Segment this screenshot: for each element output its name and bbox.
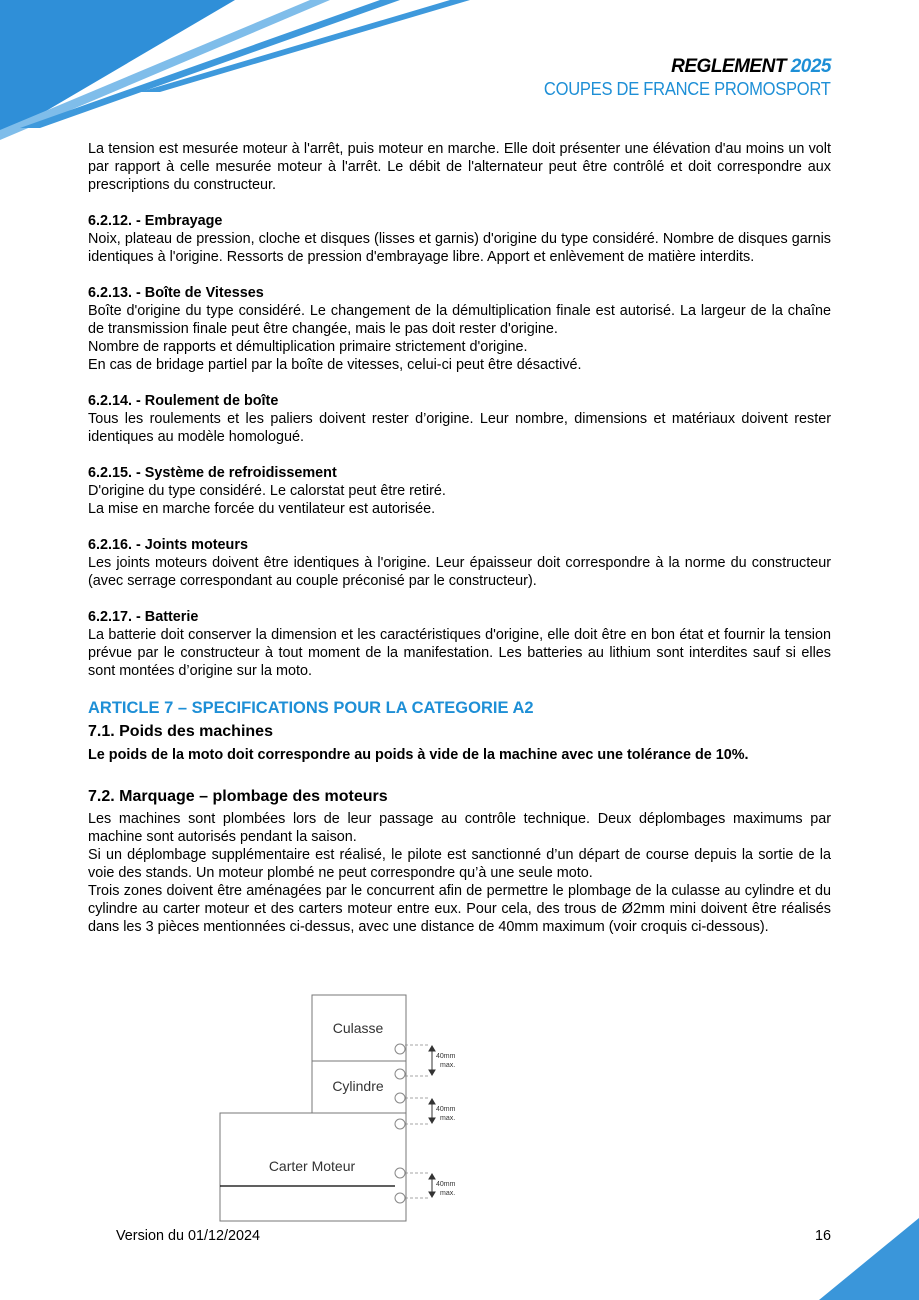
section-roulement-boite <box>88 392 831 446</box>
dimension-label: max. <box>440 1115 456 1122</box>
cylindre-label: Cylindre <box>332 1078 384 1094</box>
section-paragraph: En cas de bridage partiel par la boîte de vitesses, celui-ci peut être désactivé. <box>88 357 582 373</box>
section-joints-moteurs <box>88 536 831 590</box>
section-boite-vitesses <box>88 284 831 374</box>
seal-hole <box>395 1119 405 1129</box>
sealing-diagram <box>210 990 480 1225</box>
section-title: 6.2.17. - Batterie <box>88 609 199 625</box>
document-body <box>88 140 831 936</box>
section-title: 6.2.16. - Joints moteurs <box>88 537 248 553</box>
seal-hole <box>395 1193 405 1203</box>
section-paragraph: D'origine du type considéré. Le calorstat peut être retiré. <box>88 483 446 499</box>
seal-hole <box>395 1069 405 1079</box>
section-title: 6.2.15. - Système de refroidissement <box>88 465 337 481</box>
carter-label: Carter Moteur <box>268 1158 356 1174</box>
dimension-label: 40mm <box>436 1106 456 1113</box>
section-title: 6.2.13. - Boîte de Vitesses <box>88 285 264 301</box>
article-7-1-text: Le poids de la moto doit correspondre au poids à vide de la machine avec une tolérance de 10%. <box>88 747 749 763</box>
article-7-2-paragraph: Si un déplombage supplémentaire est réalisé, le pilote est sanctionné d’un départ de course depuis la sortie de la voie des stands. Un moteur plombé ne peut correspondre qu’à une seule moto. <box>88 847 831 881</box>
header-subtitle: COUPES DE FRANCE PROMOSPORT <box>544 79 831 99</box>
footer-version: Version du 01/12/2024 <box>116 1228 261 1244</box>
section-refroidissement <box>88 464 831 518</box>
section-paragraph: Boîte d'origine du type considéré. Le changement de la démultiplication finale est autorisé. La largeur de la chaîne de transmission finale peut être changée, mais le pas doit rester d'origine. <box>88 303 831 337</box>
section-paragraph: La mise en marche forcée du ventilateur est autorisée. <box>88 501 436 517</box>
dimension-label: max. <box>440 1190 456 1197</box>
article-7-2-paragraph: Trois zones doivent être aménagées par le concurrent afin de permettre le plombage de la culasse au cylindre et du cylindre au carter moteur et des carters moteur entre eux. Pour cela, des trous de Ø2mm mini doivent être réalisés dans les 3 pièces mentionnées ci-dessus, avec une distance de 40mm maximum (voir croquis ci-dessous). <box>88 883 831 935</box>
article-7-1-title: 7.1. Poids des machines <box>88 723 273 740</box>
intro-paragraph: La tension est mesurée moteur à l'arrêt, puis moteur en marche. Elle doit présenter une élévation d'au moins un volt par rapport à celle mesurée moteur à l'arrêt. Le débit de l'alternateur peut être contrôlé et doit correspondre aux prescriptions du constructeur. <box>88 141 831 193</box>
section-title: 6.2.14. - Roulement de boîte <box>88 393 279 409</box>
seal-hole <box>395 1044 405 1054</box>
header-title <box>519 56 831 78</box>
section-batterie <box>88 608 831 680</box>
article-7-2-paragraph: Les machines sont plombées lors de leur passage au contrôle technique. Deux déplombages maximums par machine sont autorisés pendant la saison. <box>88 811 831 845</box>
section-title: 6.2.12. - Embrayage <box>88 213 223 229</box>
dimension-label: 40mm <box>436 1181 456 1188</box>
dimension-label: 40mm <box>436 1053 456 1060</box>
footer-corner-decoration <box>819 1218 919 1300</box>
section-paragraph: Les joints moteurs doivent être identiques à l'origine. Leur épaisseur doit correspondre à la norme du constructeur (avec serrage correspondant au couple préconisé par le constructeur). <box>88 555 831 589</box>
section-paragraph: La batterie doit conserver la dimension et les caractéristiques d'origine, elle doit être en bon état et fournir la tension prévue par le constructeur à tout moment de la manifestation. Les batteries au lithium sont interdites sauf si elles sont montées d’origine sur la moto. <box>88 627 831 679</box>
article-7-2-title: 7.2. Marquage – plombage des moteurs <box>88 788 388 805</box>
section-embrayage <box>88 212 831 266</box>
page-header <box>519 56 831 100</box>
header-stripes-decoration <box>0 0 480 145</box>
header-title-word: REGLEMENT <box>671 56 786 77</box>
culasse-label: Culasse <box>332 1020 384 1036</box>
footer-page-number: 16 <box>814 1228 831 1244</box>
header-title-year: 2025 <box>790 56 831 77</box>
section-paragraph: Nombre de rapports et démultiplication primaire strictement d'origine. <box>88 339 528 355</box>
seal-hole <box>395 1093 405 1103</box>
article-7-title: ARTICLE 7 – SPECIFICATIONS POUR LA CATEGORIE A2 <box>88 699 534 717</box>
seal-hole <box>395 1168 405 1178</box>
section-paragraph: Noix, plateau de pression, cloche et disques (lisses et garnis) d'origine du type considéré. Nombre de disques garnis identiques à l'origine. Ressorts de pression d'embrayage libre. Apport et enlèvement de matière interdits. <box>88 231 831 265</box>
dimension-label: max. <box>440 1062 456 1069</box>
section-paragraph: Tous les roulements et les paliers doivent rester d’origine. Leur nombre, dimensions et matériaux doivent rester identiques au modèle homologué. <box>88 411 831 445</box>
